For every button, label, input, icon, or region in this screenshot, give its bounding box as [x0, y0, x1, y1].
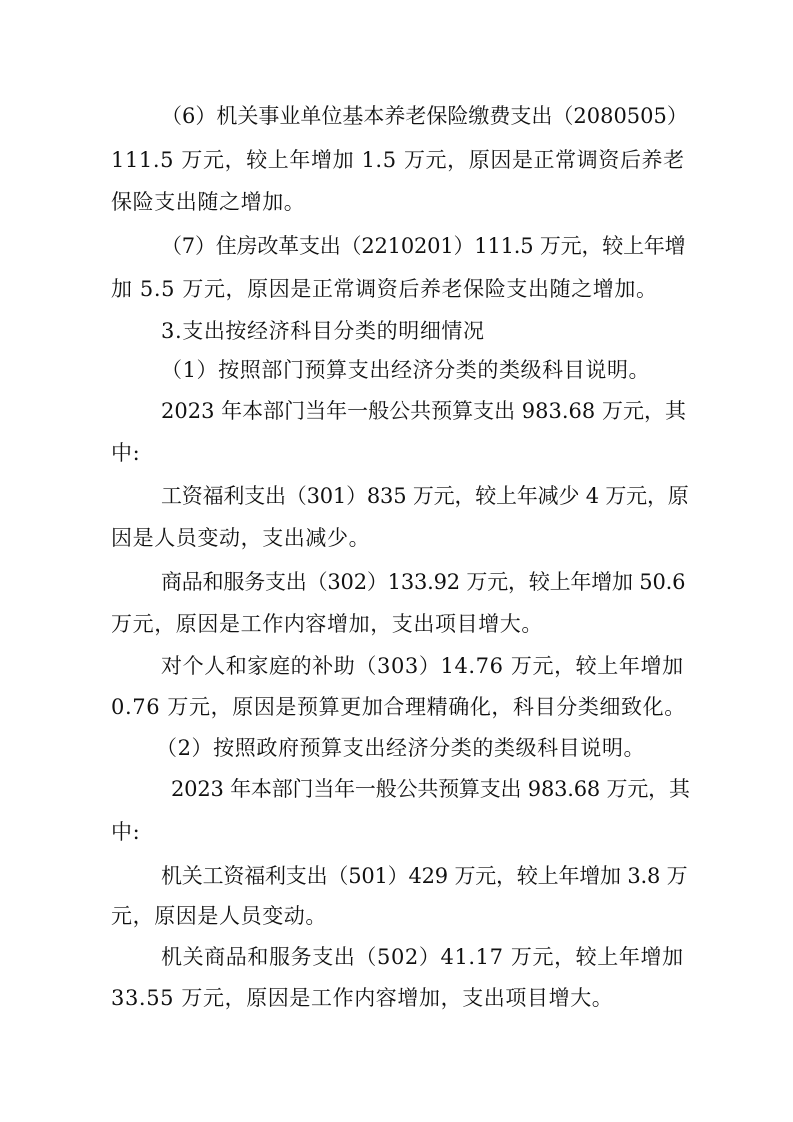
subsection-heading: （2）按照政府预算支出经济分类的类级科目说明。	[156, 736, 646, 760]
text-line: 商品和服务支出（302）133.92 万元，较上年增加 50.6	[161, 570, 686, 594]
text-line: 对个人和家庭的补助（303）14.76 万元，较上年增加	[161, 654, 684, 678]
text-line: 元，原因是人员变动。	[111, 904, 327, 928]
text-line: 机关商品和服务支出（502）41.17 万元，较上年增加	[161, 945, 684, 969]
subsection-heading: （1）按照部门预算支出经济分类的类级科目说明。	[161, 358, 651, 382]
text-line: 2023 年本部门当年一般公共预算支出 983.68 万元，其	[161, 399, 686, 423]
text-line: 机关工资福利支出（501）429 万元，较上年增加 3.8 万	[161, 864, 688, 888]
text-line: 保险支出随之增加。	[111, 190, 306, 214]
text-line: 2023 年本部门当年一般公共预算支出 983.68 万元，其	[171, 777, 690, 801]
text-line: 因是人员变动，支出减少。	[111, 526, 371, 550]
text-line: （6）机关事业单位基本养老保险缴费支出（2080505）	[161, 104, 688, 128]
text-line: 中:	[111, 820, 141, 844]
text-line: 33.55 万元，原因是工作内容增加，支出项目增大。	[111, 986, 614, 1010]
text-line: （7）住房改革支出（2210201）111.5 万元，较上年增	[161, 234, 686, 258]
text-line: 万元，原因是工作内容增加，支出项目增大。	[111, 612, 543, 636]
text-line: 中:	[111, 441, 141, 465]
text-line: 工资福利支出（301）835 万元，较上年减少 4 万元，原	[161, 484, 689, 508]
text-line: 0.76 万元，原因是预算更加合理精确化，科目分类细致化。	[111, 695, 686, 719]
text-line: 加 5.5 万元，原因是正常调资后养老保险支出随之增加。	[111, 277, 658, 301]
section-heading: 3.支出按经济科目分类的明细情况	[161, 319, 485, 343]
text-line: 111.5 万元，较上年增加 1.5 万元，原因是正常调资后养老	[111, 148, 685, 172]
